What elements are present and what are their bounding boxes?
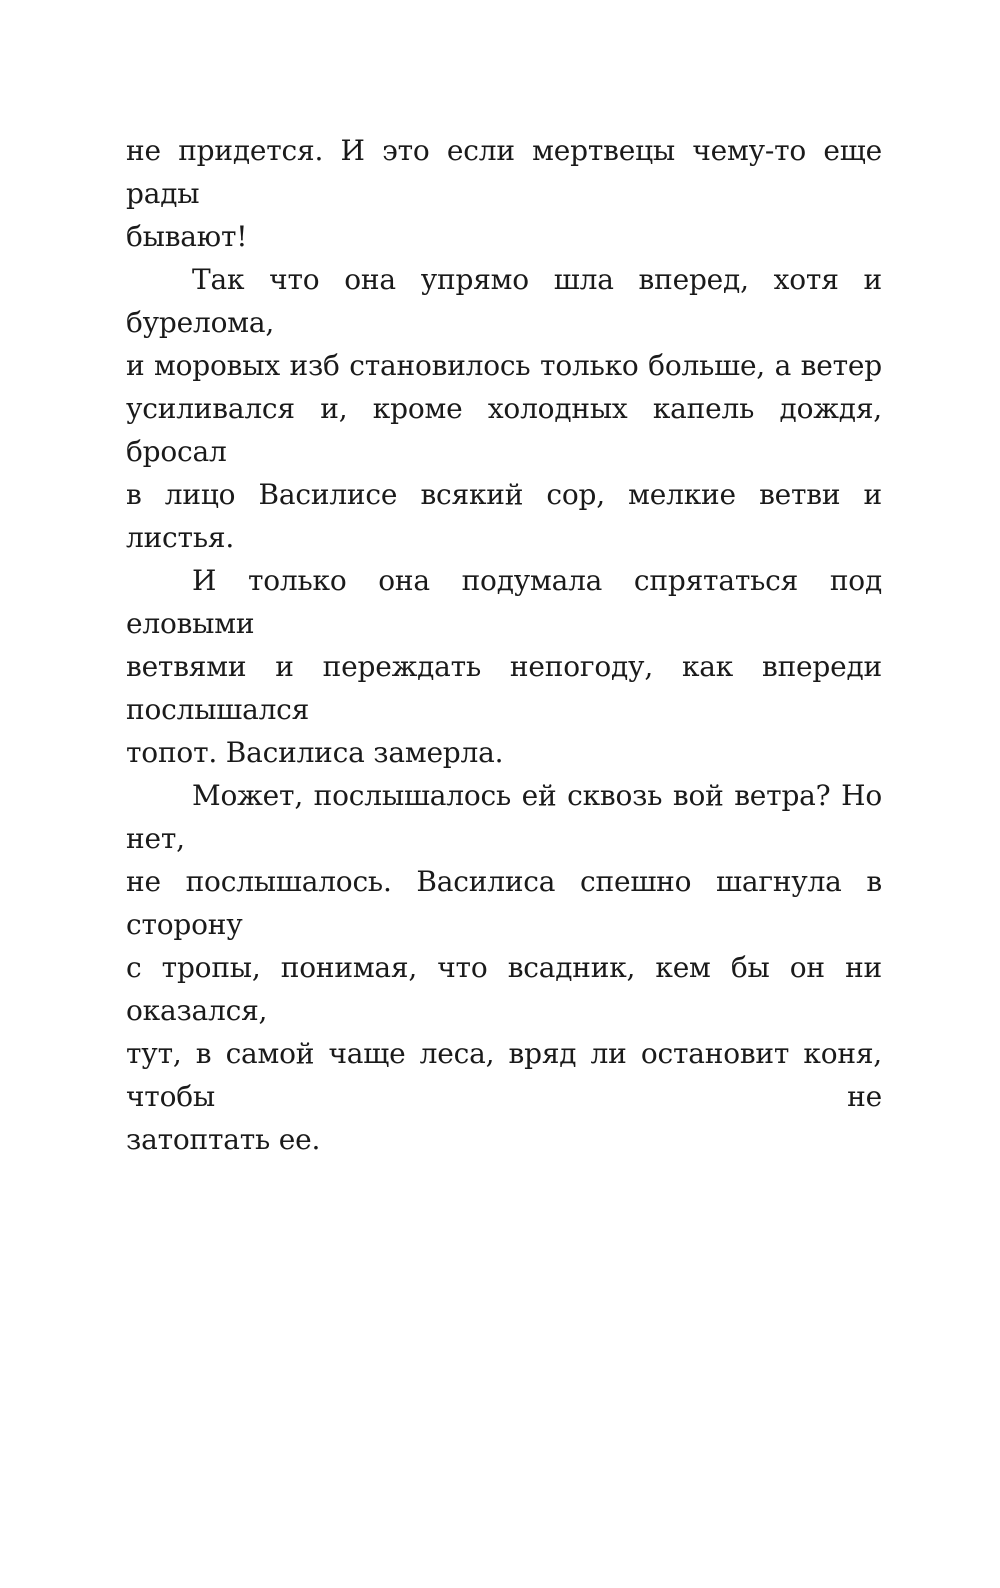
text-line: ветвями и переждать непогоду, как впереди послышался [126,650,882,726]
text-line: в лицо Василисе всякий сор, мелкие ветви и листья. [126,478,882,554]
text-line: Может, послышалось ей сквозь вой ветра? Но нет, [126,779,882,855]
text-line: тут, в самой чаще леса, вряд ли остановит коня, чтобы не [126,1037,882,1113]
paragraph-1 [126,129,882,258]
text-line: Так что она упрямо шла вперед, хотя и бурелома, [126,263,882,339]
text-line: топот. Василиса замерла. [126,736,504,769]
text-line: бывают! [126,220,248,253]
paragraph-4 [126,774,882,1161]
body-text [126,129,882,1161]
paragraph-2 [126,258,882,559]
text-line: И только она подумала спрятаться под еловыми [126,564,882,640]
text-line: затоптать ее. [126,1123,321,1156]
paragraph-3 [126,559,882,774]
text-line: усиливался и, кроме холодных капель дождя, бросал [126,392,882,468]
text-line: с тропы, понимая, что всадник, кем бы он ни оказался, [126,951,882,1027]
text-line: и моровых изб становилось только больше, а ветер [126,349,882,382]
text-line: не послышалось. Василиса спешно шагнула в сторону [126,865,882,941]
text-line: не придется. И это если мертвецы чему-то еще рады [126,134,882,210]
